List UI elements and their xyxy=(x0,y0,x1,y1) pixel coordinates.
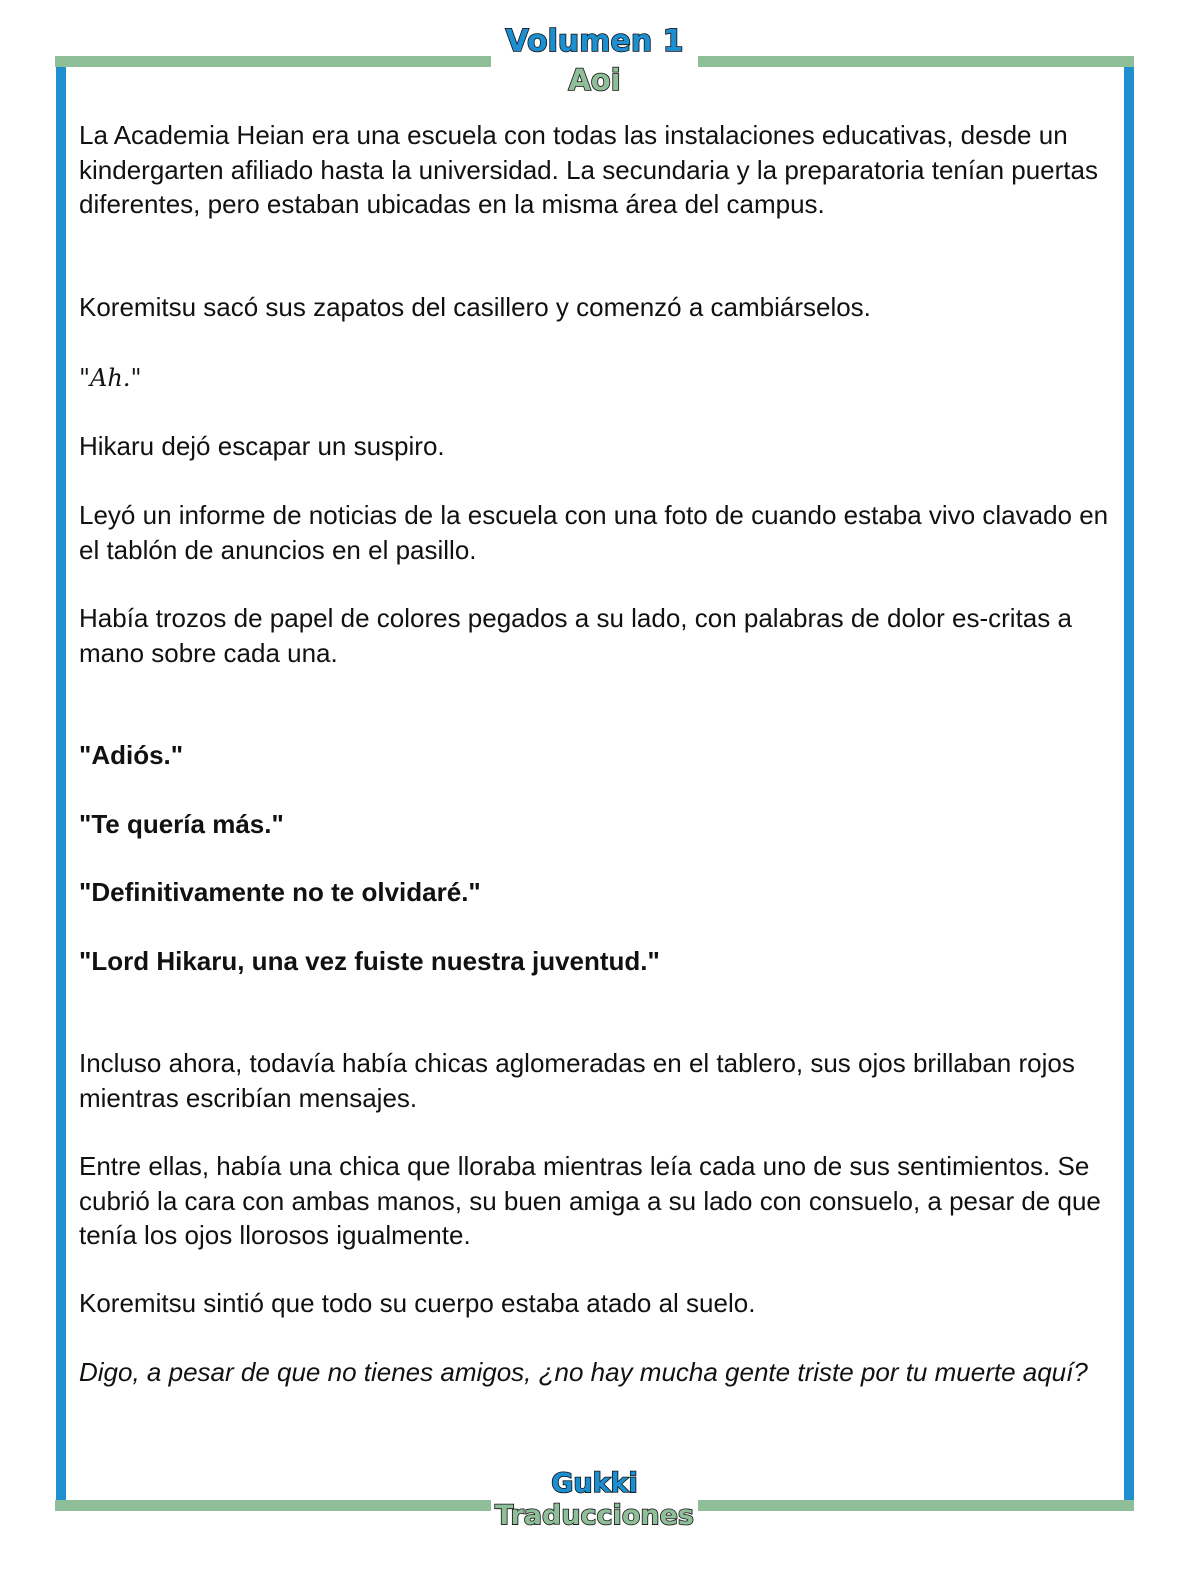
paragraph-thought: Digo, a pesar de que no tienes amigos, ¿no hay mucha gente triste por tu muerte aquí? xyxy=(79,1357,1088,1387)
paragraph-girls-board: Incluso ahora, todavía había chicas aglomeradas en el tablero, sus ojos brillaban rojos mientras escribían mensajes. xyxy=(79,1048,1075,1113)
paragraph-shoes: Koremitsu sacó sus zapatos del casillero y comenzó a cambiárselos. xyxy=(79,292,871,322)
message-loved-you: "Te quería más." xyxy=(79,809,284,839)
credit-traducciones: Traducciones xyxy=(495,1500,694,1531)
paragraph-news-report: Leyó un informe de noticias de la escuela con una foto de cuando estaba vivo clavado en el tablón de anuncios en el pasillo. xyxy=(79,500,1109,565)
message-never-forget: "Definitivamente no te olvidaré." xyxy=(79,877,481,907)
frame-left xyxy=(56,67,66,1500)
chapter-title: Aoi xyxy=(568,63,621,97)
message-youth: "Lord Hikaru, una vez fuiste nuestra juventud." xyxy=(79,946,660,976)
paragraph-paper-scraps: Había trozos de papel de colores pegados a su lado, con palabras de dolor es-critas a mano sobre cada una. xyxy=(79,603,1072,668)
paragraph-body-tied: Koremitsu sintió que todo su cuerpo estaba atado al suelo. xyxy=(79,1288,756,1318)
paragraph-crying-girl: Entre ellas, había una chica que lloraba mientras leía cada uno de sus sentimientos. Se cubrió la cara con ambas manos, su buen amiga a su lado con consuelo, a pesar de que tenía los ojos llorosos igualmente. xyxy=(79,1151,1101,1251)
paragraph-sigh: Hikaru dejó escapar un suspiro. xyxy=(79,431,445,461)
credit-gukki: Gukki xyxy=(551,1468,638,1499)
volume-title: Volumen 1 xyxy=(505,24,684,59)
paragraph-ah: "Ah." xyxy=(79,364,142,392)
frame-right xyxy=(1124,67,1134,1500)
paragraph-academy: La Academia Heian era una escuela con todas las instalaciones educativas, desde un kindergarten afiliado hasta la universidad. La secundaria y la preparatoria tenían puertas diferentes, pero estaban ubicadas en la misma área del campus. xyxy=(79,120,1098,220)
message-goodbye: "Adiós." xyxy=(79,740,184,770)
